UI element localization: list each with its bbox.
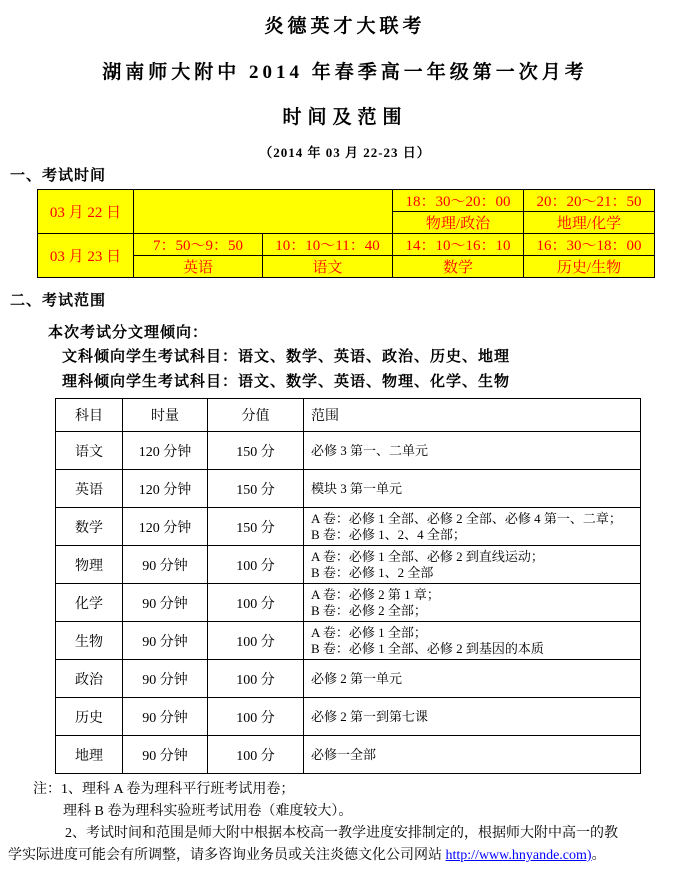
range-line: B 卷：必修 1 全部、必修 2 到基因的本质	[311, 640, 544, 656]
range-table-body	[56, 432, 641, 774]
range-table-header-row	[56, 399, 641, 432]
range-cell	[304, 470, 641, 508]
range-cell	[304, 736, 641, 774]
duration-column-header: 时量	[123, 399, 208, 432]
subject-cell: 语文	[263, 256, 393, 278]
range-line: A 卷：必修 2 第 1 章；	[311, 586, 440, 602]
range-line: 必修一全部	[311, 746, 377, 762]
range-column-header: 范围	[304, 399, 641, 432]
schedule-row	[38, 234, 655, 256]
website-link[interactable]: http://www.hnyande.com)	[445, 848, 592, 863]
range-table-row	[56, 698, 641, 736]
range-cell	[304, 508, 641, 546]
range-line: A 卷：必修 1 全部；	[311, 624, 427, 640]
note-line-2: 理科 B 卷为理科实验班考试用卷（难度较大）。	[63, 804, 353, 819]
subject-name-cell: 政治	[56, 660, 123, 698]
range-cell	[304, 432, 641, 470]
time-cell: 16：30～18：00	[524, 234, 655, 256]
subject-name-cell: 物理	[56, 546, 123, 584]
duration-cell: 120 分钟	[123, 470, 208, 508]
subject-name-cell: 数学	[56, 508, 123, 546]
range-line: 必修 3 第一、二单元	[311, 442, 429, 458]
duration-cell: 90 分钟	[123, 546, 208, 584]
score-cell: 100 分	[208, 546, 304, 584]
science-subjects-line: 理科倾向学生考试科目：语文、数学、英语、物理、化学、生物	[62, 374, 511, 390]
duration-cell: 90 分钟	[123, 660, 208, 698]
empty-slot-cell	[134, 190, 393, 234]
subject-cell: 数学	[393, 256, 524, 278]
main-title: 炎德英才大联考	[264, 16, 426, 37]
time-cell: 14：10～16：10	[393, 234, 524, 256]
range-line: 必修 2 第一到第七课	[311, 708, 429, 724]
range-table-row	[56, 622, 641, 660]
range-line: 必修 2 第一单元	[311, 670, 403, 686]
range-line: B 卷：必修 1、2、4 全部；	[311, 526, 466, 542]
score-cell: 100 分	[208, 736, 304, 774]
range-table-row	[56, 432, 641, 470]
date-cell: 03 月 23 日	[38, 234, 134, 278]
note-line-3: 2、考试时间和范围是师大附中根据本校高一教学进度安排制定的，根据师大附中高一的教	[65, 826, 618, 841]
range-line: B 卷：必修 2 全部；	[311, 602, 427, 618]
time-cell: 7：50～9：50	[134, 234, 263, 256]
duration-cell: 90 分钟	[123, 622, 208, 660]
section-exam-scope-heading: 二、考试范围	[10, 293, 107, 309]
exam-range-table	[55, 398, 641, 774]
range-cell	[304, 698, 641, 736]
scope-title: 时间及范围	[282, 107, 408, 128]
schedule-row	[38, 190, 655, 212]
duration-cell: 90 分钟	[123, 584, 208, 622]
range-line: A 卷：必修 1 全部、必修 2 全部、必修 4 第一、二章；	[311, 510, 622, 526]
duration-cell: 90 分钟	[123, 736, 208, 774]
subject-name-cell: 化学	[56, 584, 123, 622]
date-range: （2014 年 03 月 22-23 日）	[259, 145, 431, 160]
score-cell: 100 分	[208, 660, 304, 698]
notes-block	[8, 779, 682, 867]
score-cell: 150 分	[208, 508, 304, 546]
note-line-4	[8, 845, 682, 867]
score-cell: 100 分	[208, 584, 304, 622]
duration-cell: 90 分钟	[123, 698, 208, 736]
score-cell: 150 分	[208, 470, 304, 508]
time-cell: 18：30～20：00	[393, 190, 524, 212]
range-table-row	[56, 660, 641, 698]
duration-cell: 120 分钟	[123, 508, 208, 546]
scope-intro-line: 本次考试分文理倾向：	[48, 325, 209, 341]
range-cell	[304, 584, 641, 622]
range-line: 模块 3 第一单元	[311, 480, 403, 496]
time-cell: 10：10～11：40	[263, 234, 393, 256]
note-line-4-text: 学实际进度可能会有所调整，请多咨询业务员或关注炎德文化公司网站	[8, 848, 446, 863]
range-table-row	[56, 736, 641, 774]
subject-cell: 英语	[134, 256, 263, 278]
subject-cell: 物理/政治	[393, 212, 524, 234]
score-cell: 100 分	[208, 698, 304, 736]
range-cell	[304, 622, 641, 660]
time-cell: 20：20～21：50	[524, 190, 655, 212]
range-cell	[304, 660, 641, 698]
range-table-row	[56, 584, 641, 622]
score-cell: 100 分	[208, 622, 304, 660]
subject-name-cell: 历史	[56, 698, 123, 736]
date-cell: 03 月 22 日	[38, 190, 134, 234]
range-table-row	[56, 508, 641, 546]
range-cell	[304, 546, 641, 584]
liberal-arts-subjects-line: 文科倾向学生考试科目：语文、数学、英语、政治、历史、地理	[62, 349, 511, 365]
exam-schedule-table	[37, 189, 655, 278]
range-line: B 卷：必修 1、2 全部	[311, 564, 434, 580]
subject-cell: 地理/化学	[524, 212, 655, 234]
subject-name-cell: 英语	[56, 470, 123, 508]
range-line: A 卷：必修 1 全部、必修 2 到直线运动；	[311, 548, 544, 564]
subject-column-header: 科目	[56, 399, 123, 432]
range-table-row	[56, 546, 641, 584]
score-column-header: 分值	[208, 399, 304, 432]
duration-cell: 120 分钟	[123, 432, 208, 470]
subject-name-cell: 地理	[56, 736, 123, 774]
subject-cell: 历史/生物	[524, 256, 655, 278]
section-exam-time-heading: 一、考试时间	[10, 168, 107, 184]
range-table-row	[56, 470, 641, 508]
note-line-4-tail: 。	[591, 848, 606, 863]
subtitle: 湖南师大附中 2014 年春季高一年级第一次月考	[102, 62, 588, 83]
note-line-1: 注：1、理科 A 卷为理科平行班考试用卷；	[33, 782, 295, 797]
subject-name-cell: 生物	[56, 622, 123, 660]
subject-name-cell: 语文	[56, 432, 123, 470]
score-cell: 150 分	[208, 432, 304, 470]
